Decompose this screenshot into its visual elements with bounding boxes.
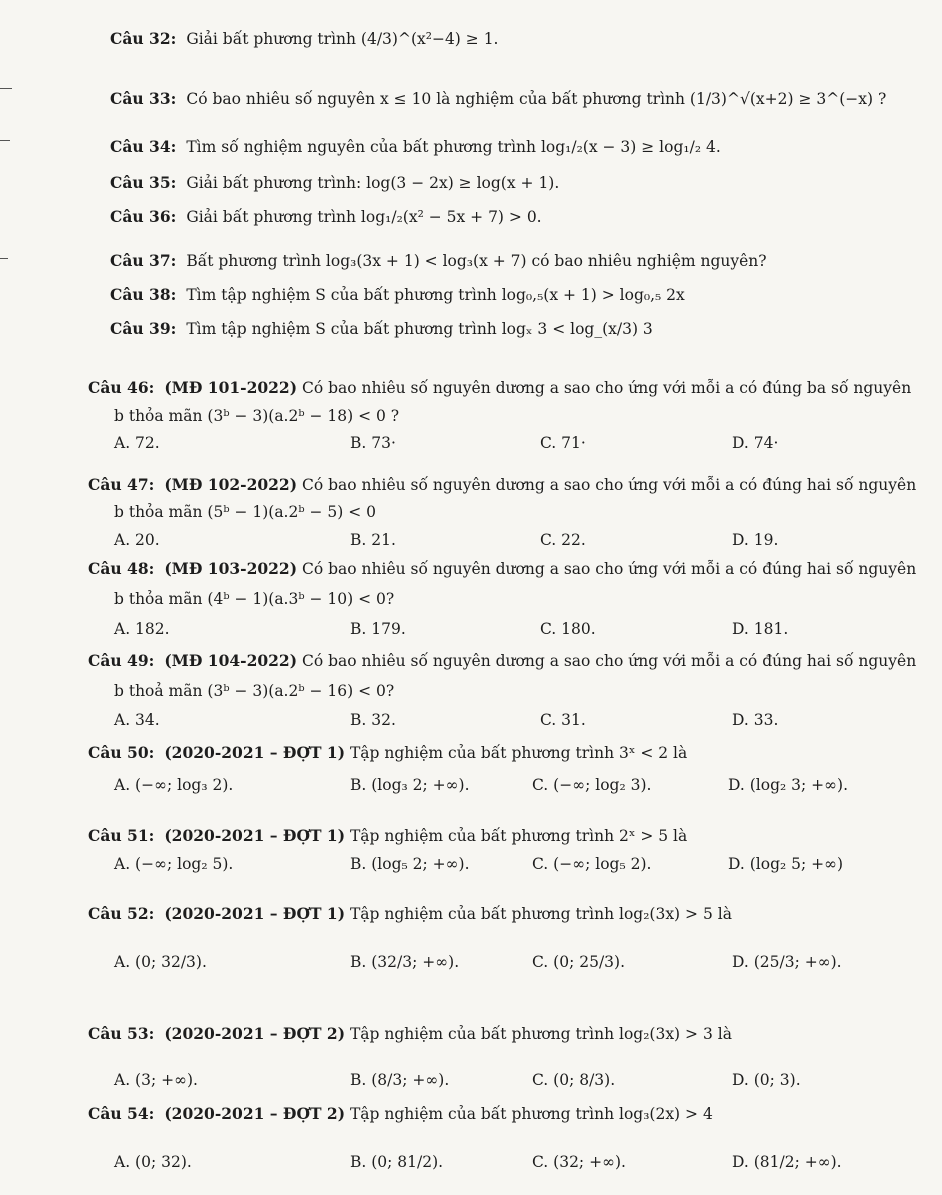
choice-46-a[interactable]: A. 72. xyxy=(114,434,160,452)
question-38: Câu 38: Tìm tập nghiệm S của bất phương trình log₀,₅(x + 1) > log₀,₅ 2x xyxy=(110,285,685,304)
question-49-condition: b thoả mãn (3ᵇ − 3)(a.2ᵇ − 16) < 0? xyxy=(114,682,395,700)
choice-51-c[interactable]: C. (−∞; log₅ 2). xyxy=(532,855,652,873)
question-48-condition: b thỏa mãn (4ᵇ − 1)(a.3ᵇ − 10) < 0? xyxy=(114,590,395,608)
question-52: Câu 52: (2020-2021 – ĐỢT 1) Tập nghiệm của bất phương trình log₂(3x) > 5 là xyxy=(88,904,732,923)
choice-48-c[interactable]: C. 180. xyxy=(540,620,596,638)
margin-mark xyxy=(0,88,12,89)
choice-50-c[interactable]: C. (−∞; log₂ 3). xyxy=(532,776,652,794)
choice-54-a[interactable]: A. (0; 32). xyxy=(114,1153,192,1171)
choice-47-b[interactable]: B. 21. xyxy=(350,531,396,549)
choice-52-a[interactable]: A. (0; 32/3). xyxy=(114,953,207,971)
question-32: Câu 32: Giải bất phương trình (4/3)^(x²−4) ≥ 1. xyxy=(110,29,499,48)
choice-47-d[interactable]: D. 19. xyxy=(732,531,779,549)
choice-52-d[interactable]: D. (25/3; +∞). xyxy=(732,953,842,971)
question-35: Câu 35: Giải bất phương trình: log(3 − 2x) ≥ log(x + 1). xyxy=(110,173,560,192)
choice-50-d[interactable]: D. (log₂ 3; +∞). xyxy=(728,776,849,794)
choice-51-d[interactable]: D. (log₂ 5; +∞) xyxy=(728,855,844,873)
question-39: Câu 39: Tìm tập nghiệm S của bất phương trình logₓ 3 < log_(x/3) 3 xyxy=(110,319,653,338)
choice-51-a[interactable]: A. (−∞; log₂ 5). xyxy=(114,855,234,873)
choice-47-a[interactable]: A. 20. xyxy=(114,531,160,549)
question-51: Câu 51: (2020-2021 – ĐỢT 1) Tập nghiệm của bất phương trình 2ˣ > 5 là xyxy=(88,826,688,845)
choice-52-b[interactable]: B. (32/3; +∞). xyxy=(350,953,460,971)
choice-46-d[interactable]: D. 74· xyxy=(732,434,779,452)
question-47: Câu 47: (MĐ 102-2022) Có bao nhiêu số nguyên dương a sao cho ứng với mỗi a có đúng hai số nguyên xyxy=(88,475,917,494)
question-54: Câu 54: (2020-2021 – ĐỢT 2) Tập nghiệm của bất phương trình log₃(2x) > 4 xyxy=(88,1104,713,1123)
choice-51-b[interactable]: B. (log₅ 2; +∞). xyxy=(350,855,470,873)
margin-mark xyxy=(0,140,10,141)
choice-46-b[interactable]: B. 73· xyxy=(350,434,396,452)
choice-46-c[interactable]: C. 71· xyxy=(540,434,586,452)
choice-49-c[interactable]: C. 31. xyxy=(540,711,586,729)
question-48: Câu 48: (MĐ 103-2022) Có bao nhiêu số nguyên dương a sao cho ứng với mỗi a có đúng hai số nguyên xyxy=(88,559,917,578)
choice-52-c[interactable]: C. (0; 25/3). xyxy=(532,953,625,971)
choice-54-d[interactable]: D. (81/2; +∞). xyxy=(732,1153,842,1171)
choice-49-b[interactable]: B. 32. xyxy=(350,711,396,729)
margin-mark xyxy=(0,258,8,259)
question-49: Câu 49: (MĐ 104-2022) Có bao nhiêu số nguyên dương a sao cho ứng với mỗi a có đúng hai số nguyên xyxy=(88,651,917,670)
choice-49-d[interactable]: D. 33. xyxy=(732,711,779,729)
choice-53-b[interactable]: B. (8/3; +∞). xyxy=(350,1071,450,1089)
choice-48-d[interactable]: D. 181. xyxy=(732,620,789,638)
question-46-condition: b thỏa mãn (3ᵇ − 3)(a.2ᵇ − 18) < 0 ? xyxy=(114,407,400,425)
choice-49-a[interactable]: A. 34. xyxy=(114,711,160,729)
choice-48-b[interactable]: B. 179. xyxy=(350,620,406,638)
question-37: Câu 37: Bất phương trình log₃(3x + 1) < log₃(x + 7) có bao nhiêu nghiệm nguyên? xyxy=(110,251,767,270)
question-33: Câu 33: Có bao nhiêu số nguyên x ≤ 10 là nghiệm của bất phương trình (1/3)^√(x+2) ≥ 3^(−x) ? xyxy=(110,89,887,108)
choice-54-c[interactable]: C. (32; +∞). xyxy=(532,1153,626,1171)
choice-48-a[interactable]: A. 182. xyxy=(114,620,170,638)
choice-50-b[interactable]: B. (log₃ 2; +∞). xyxy=(350,776,470,794)
choice-53-d[interactable]: D. (0; 3). xyxy=(732,1071,801,1089)
question-36: Câu 36: Giải bất phương trình log₁/₂(x² − 5x + 7) > 0. xyxy=(110,207,542,226)
question-47-condition: b thỏa mãn (5ᵇ − 1)(a.2ᵇ − 5) < 0 xyxy=(114,503,376,521)
choice-53-a[interactable]: A. (3; +∞). xyxy=(114,1071,198,1089)
question-53: Câu 53: (2020-2021 – ĐỢT 2) Tập nghiệm của bất phương trình log₂(3x) > 3 là xyxy=(88,1024,732,1043)
choice-54-b[interactable]: B. (0; 81/2). xyxy=(350,1153,444,1171)
choice-47-c[interactable]: C. 22. xyxy=(540,531,586,549)
question-34: Câu 34: Tìm số nghiệm nguyên của bất phương trình log₁/₂(x − 3) ≥ log₁/₂ 4. xyxy=(110,137,721,156)
choice-53-c[interactable]: C. (0; 8/3). xyxy=(532,1071,616,1089)
choice-50-a[interactable]: A. (−∞; log₃ 2). xyxy=(114,776,234,794)
question-50: Câu 50: (2020-2021 – ĐỢT 1) Tập nghiệm của bất phương trình 3ˣ < 2 là xyxy=(88,743,688,762)
question-46: Câu 46: (MĐ 101-2022) Có bao nhiêu số nguyên dương a sao cho ứng với mỗi a có đúng ba số nguyên xyxy=(88,378,912,397)
